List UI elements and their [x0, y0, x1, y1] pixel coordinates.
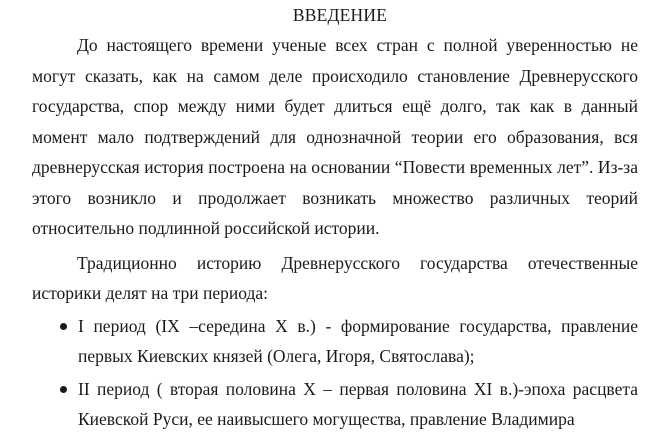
bullet-icon [60, 323, 67, 330]
periods-list [32, 311, 638, 435]
periods-paragraph: Традиционно историю Древнерусского государства отечественные историки делят на три периода: [32, 252, 638, 303]
list-item [32, 374, 638, 435]
bullet-icon [60, 386, 67, 393]
list-item-text: II период ( вторая половина X – первая половина XI в.)-эпоха расцвета Киевской Руси, ее наивысшего могущества, правление Владимира [78, 378, 638, 429]
list-item-text: I период (IX –середина X в.) - формирование государства, правление первых Киевских князей (Олега, Игоря, Святослава); [78, 315, 638, 366]
intro-paragraph: До настоящего времени ученые всех стран с полной уверенностью не могут сказать, как на самом деле происходило становление Древнерусского государства, спор между ними будет длиться ещё долго, так как в данный момент мало подтверждений для однозначной теории его образования, вся древнерусская история построена на основании “Повести временных лет”. Из-за этого возникло и продолжает возникать множество различных теорий относительно подлинной российской истории. [32, 35, 638, 238]
document-heading: ВВЕДЕНИЕ [292, 5, 388, 25]
list-item [32, 311, 638, 372]
